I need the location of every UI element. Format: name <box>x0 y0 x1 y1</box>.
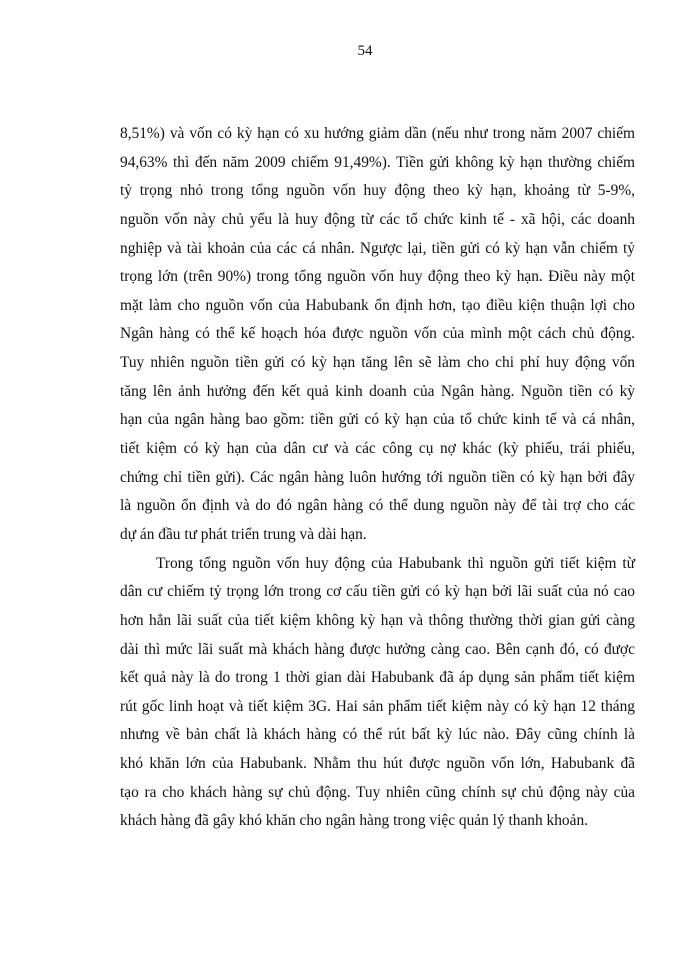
text-line: là nguồn ổn định và do đó ngân hàng có thể dung nguồn này để tài trợ cho các <box>120 497 635 515</box>
body-text <box>120 120 635 836</box>
text-line: nghiệp và tài khoản của các cá nhân. Ngược lại, tiền gửi có kỳ hạn vẫn chiếm tỷ <box>120 239 635 257</box>
text-line: mặt làm cho nguồn vốn của Habubank ổn định hơn, tạo điều kiện thuận lợi cho <box>120 296 635 314</box>
text-line: Ngân hàng có thể kế hoạch hóa được nguồn vốn của mình một cách chủ động. <box>120 325 635 343</box>
text-line: tỷ trọng nhỏ trong tổng nguồn vốn huy động theo kỳ hạn, khoảng từ 5-9%, <box>120 182 635 200</box>
text-line: dân cư chiếm tỷ trọng lớn trong cơ cấu tiền gửi có kỳ hạn bởi lãi suất của nó cao <box>120 583 635 601</box>
text-line: rút gốc linh hoạt và tiết kiệm 3G. Hai sản phẩm tiết kiệm này có kỳ hạn 12 tháng <box>120 697 635 715</box>
text-line: tiết kiệm có kỳ hạn của dân cư và các công cụ nợ khác (kỳ phiếu, trái phiếu, <box>120 440 635 458</box>
paragraph <box>120 120 635 550</box>
text-line: nguồn vốn này chủ yếu là huy động từ các tổ chức kinh tế - xã hội, các doanh <box>120 210 635 228</box>
text-line: khách hàng đã gây khó khăn cho ngân hàng trong việc quản lý thanh khoản. <box>120 812 589 830</box>
text-line: kết quả này là do trong 1 thời gian dài Habubank đã áp dụng sản phẩm tiết kiệm <box>120 669 635 687</box>
text-line: hơn hẳn lãi suất của tiết kiệm không kỳ hạn và thông thường thời gian gửi càng <box>120 611 635 629</box>
text-line: chứng chỉ tiền gửi). Các ngân hàng luôn hướng tới nguồn tiền có kỳ hạn bởi đây <box>120 468 635 486</box>
text-line: 94,63% thì đến năm 2009 chiếm 91,49%). Tiền gửi không kỳ hạn thường chiếm <box>120 153 635 171</box>
text-line: 8,51%) và vốn có kỳ hạn có xu hướng giảm dần (nếu như trong năm 2007 chiếm <box>120 125 635 142</box>
text-line: hạn của ngân hàng bao gồm: tiền gửi có kỳ hạn của tổ chức kinh tế và cá nhân, <box>120 411 635 429</box>
text-line: nhưng về bản chất là khách hàng có thể rút bất kỳ lúc nào. Đây cũng chính là <box>120 726 635 744</box>
text-line: trọng lớn (trên 90%) trong tổng nguồn vốn huy động theo kỳ hạn. Điều này một <box>120 268 635 286</box>
page-number: 54 <box>357 43 373 59</box>
text-line: dài thì mức lãi suất mà khách hàng được hưởng càng cao. Bên cạnh đó, có được <box>120 640 635 658</box>
text-line: khó khăn lớn của Habubank. Nhằm thu hút được nguồn vốn lớn, Habubank đã <box>120 755 635 773</box>
text-line: tăng lên ảnh hưởng đến kết quả kinh doanh của Ngân hàng. Nguồn tiền có kỳ <box>120 382 635 400</box>
text-line: Trong tổng nguồn vốn huy động của Habubank thì nguồn gửi tiết kiệm từ <box>156 554 635 572</box>
text-line: dự án đầu tư phát triển trung và dài hạn. <box>120 525 367 543</box>
text-line: Tuy nhiên nguồn tiền gửi có kỳ hạn tăng lên sẽ làm cho chi phí huy động vốn <box>120 354 635 372</box>
paragraph <box>120 550 635 836</box>
text-line: tạo ra cho khách hàng sự chủ động. Tuy nhiên cũng chính sự chủ động này của <box>120 783 635 801</box>
